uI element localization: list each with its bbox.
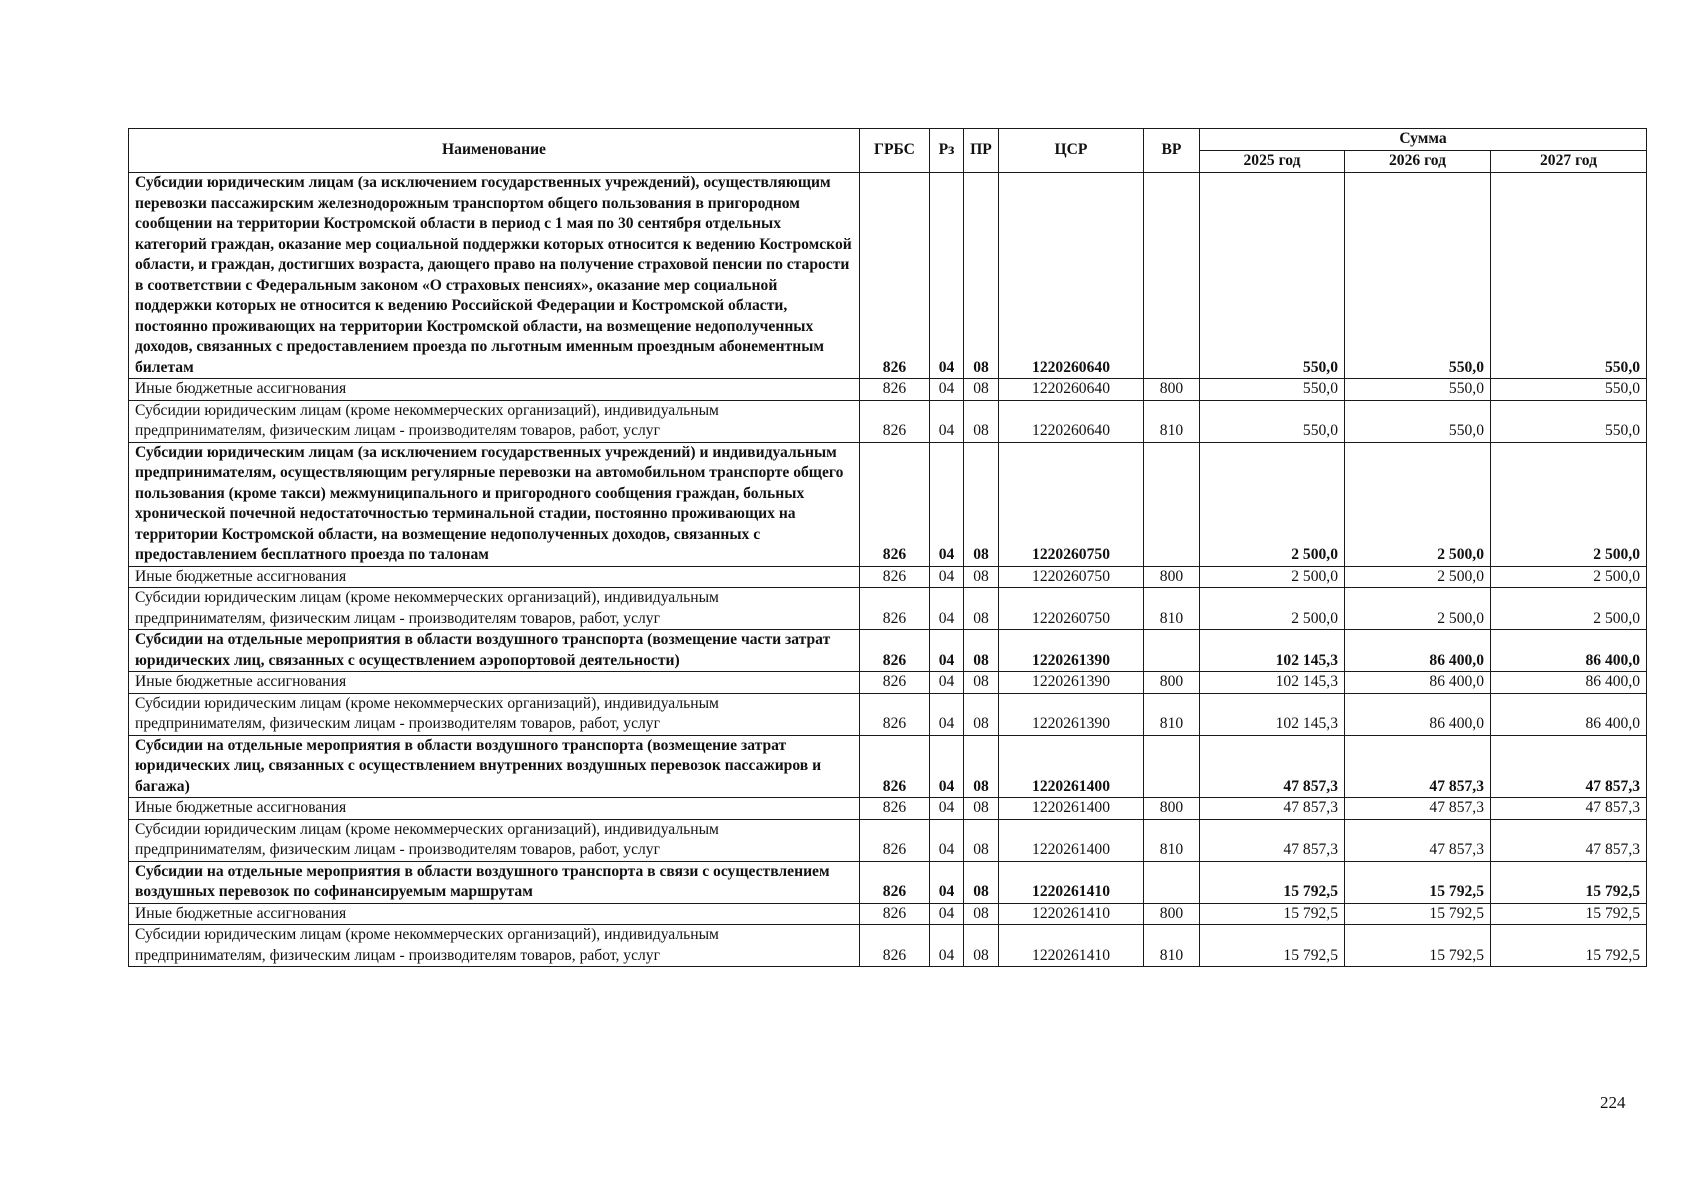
- page-number: 224: [1600, 1093, 1626, 1112]
- table-row: [129, 379, 1647, 401]
- row-2026: 47 857,3: [1345, 819, 1491, 861]
- row-csr: 1220260640: [999, 173, 1144, 379]
- row-2025: 15 792,5: [1200, 861, 1345, 903]
- row-2026: 15 792,5: [1345, 861, 1491, 903]
- row-pr: 08: [964, 819, 999, 861]
- row-vr: 800: [1144, 672, 1200, 694]
- row-2025: 15 792,5: [1200, 925, 1345, 967]
- header-vr: ВР: [1144, 129, 1200, 173]
- header-name: Наименование: [129, 129, 860, 173]
- row-name: Иные бюджетные ассигнования: [129, 672, 860, 694]
- table-row: [129, 442, 1647, 566]
- row-rz: 04: [930, 379, 964, 401]
- header-csr: ЦСР: [999, 129, 1144, 173]
- row-rz: 04: [930, 903, 964, 925]
- row-2025: 2 500,0: [1200, 588, 1345, 630]
- table-row: [129, 630, 1647, 672]
- row-rz: 04: [930, 798, 964, 820]
- row-csr: 1220260640: [999, 400, 1144, 442]
- row-rz: 04: [930, 442, 964, 566]
- row-vr: [1144, 735, 1200, 798]
- row-rz: 04: [930, 672, 964, 694]
- row-name: Субсидии юридическим лицам (за исключением государственных учреждений), осуществляющим перевозки пассажирским железнодорожным транспортом общего пользования в пригородном сообщении на территории Костромской области в период с 1 мая по 30 сентября отдельных категорий граждан, оказание мер социальной поддержки которых относится к ведению Костромской области, и граждан, достигших возраста, дающего право на получение страховой пенсии по старости в соответствии с Федеральным законом «О страховых пенсиях», оказание мер социальной поддержки которых не относится к ведению Российской Федерации и Костромской области, постоянно проживающих на территории Костромской области, на возмещение недополученных доходов, связанных с предоставлением проезда по льготным именным проездным абонементным билетам: [129, 173, 860, 379]
- row-2025: 550,0: [1200, 379, 1345, 401]
- row-csr: 1220261400: [999, 735, 1144, 798]
- row-2027: 2 500,0: [1491, 442, 1647, 566]
- row-2026: 2 500,0: [1345, 566, 1491, 588]
- row-csr: 1220261400: [999, 798, 1144, 820]
- row-2027: 47 857,3: [1491, 819, 1647, 861]
- row-grbs: 826: [860, 819, 930, 861]
- row-grbs: 826: [860, 630, 930, 672]
- row-2026: 86 400,0: [1345, 693, 1491, 735]
- row-rz: 04: [930, 925, 964, 967]
- row-pr: 08: [964, 442, 999, 566]
- row-2026: 47 857,3: [1345, 798, 1491, 820]
- row-vr: [1144, 173, 1200, 379]
- header-year-2026: 2026 год: [1345, 151, 1491, 173]
- row-csr: 1220261390: [999, 693, 1144, 735]
- table-row: [129, 798, 1647, 820]
- row-pr: 08: [964, 903, 999, 925]
- row-grbs: 826: [860, 735, 930, 798]
- row-rz: 04: [930, 819, 964, 861]
- budget-table: [128, 128, 1647, 967]
- row-2026: 550,0: [1345, 400, 1491, 442]
- row-pr: 08: [964, 566, 999, 588]
- row-vr: [1144, 630, 1200, 672]
- row-2027: 47 857,3: [1491, 798, 1647, 820]
- row-2027: 86 400,0: [1491, 693, 1647, 735]
- table-row: [129, 903, 1647, 925]
- row-name: Субсидии на отдельные мероприятия в области воздушного транспорта (возмещение части затрат юридических лиц, связанных с осуществлением аэропортовой деятельности): [129, 630, 860, 672]
- row-2025: 2 500,0: [1200, 566, 1345, 588]
- row-2025: 2 500,0: [1200, 442, 1345, 566]
- row-2026: 15 792,5: [1345, 903, 1491, 925]
- row-grbs: 826: [860, 173, 930, 379]
- row-grbs: 826: [860, 798, 930, 820]
- row-vr: [1144, 861, 1200, 903]
- row-name: Субсидии юридическим лицам (кроме некоммерческих организаций), индивидуальным предпринимателям, физическим лицам - производителям товаров, работ, услуг: [129, 925, 860, 967]
- row-vr: 800: [1144, 798, 1200, 820]
- row-2027: 2 500,0: [1491, 588, 1647, 630]
- row-name: Иные бюджетные ассигнования: [129, 903, 860, 925]
- row-2025: 102 145,3: [1200, 672, 1345, 694]
- row-name: Иные бюджетные ассигнования: [129, 379, 860, 401]
- row-2025: 102 145,3: [1200, 693, 1345, 735]
- row-name: Субсидии на отдельные мероприятия в области воздушного транспорта в связи с осуществлением воздушных перевозок по софинансируемым маршрутам: [129, 861, 860, 903]
- row-csr: 1220260640: [999, 379, 1144, 401]
- row-grbs: 826: [860, 861, 930, 903]
- row-grbs: 826: [860, 379, 930, 401]
- row-pr: 08: [964, 693, 999, 735]
- row-grbs: 826: [860, 672, 930, 694]
- row-2025: 550,0: [1200, 400, 1345, 442]
- header-rz: Рз: [930, 129, 964, 173]
- row-vr: 800: [1144, 903, 1200, 925]
- header-pr: ПР: [964, 129, 999, 173]
- row-2025: 15 792,5: [1200, 903, 1345, 925]
- row-2027: 550,0: [1491, 173, 1647, 379]
- table-row: [129, 566, 1647, 588]
- row-pr: 08: [964, 925, 999, 967]
- header-year-2027: 2027 год: [1491, 151, 1647, 173]
- row-rz: 04: [930, 693, 964, 735]
- row-2027: 86 400,0: [1491, 630, 1647, 672]
- row-name: Иные бюджетные ассигнования: [129, 566, 860, 588]
- row-rz: 04: [930, 588, 964, 630]
- row-pr: 08: [964, 798, 999, 820]
- row-name: Субсидии юридическим лицам (кроме некоммерческих организаций), индивидуальным предпринимателям, физическим лицам - производителям товаров, работ, услуг: [129, 693, 860, 735]
- row-2027: 2 500,0: [1491, 566, 1647, 588]
- row-name: Субсидии юридическим лицам (кроме некоммерческих организаций), индивидуальным предпринимателям, физическим лицам - производителям товаров, работ, услуг: [129, 400, 860, 442]
- row-name: Субсидии юридическим лицам (кроме некоммерческих организаций), индивидуальным предпринимателям, физическим лицам - производителям товаров, работ, услуг: [129, 819, 860, 861]
- row-rz: 04: [930, 400, 964, 442]
- row-2027: 47 857,3: [1491, 735, 1647, 798]
- row-2026: 2 500,0: [1345, 442, 1491, 566]
- budget-table-sheet: [128, 128, 1646, 967]
- header-row-top: [129, 129, 1647, 151]
- table-row: [129, 400, 1647, 442]
- row-csr: 1220261390: [999, 672, 1144, 694]
- row-rz: 04: [930, 566, 964, 588]
- row-2026: 15 792,5: [1345, 925, 1491, 967]
- row-csr: 1220261400: [999, 819, 1144, 861]
- row-csr: 1220260750: [999, 442, 1144, 566]
- row-csr: 1220261410: [999, 861, 1144, 903]
- row-pr: 08: [964, 861, 999, 903]
- row-2025: 47 857,3: [1200, 819, 1345, 861]
- row-csr: 1220260750: [999, 588, 1144, 630]
- row-vr: 810: [1144, 925, 1200, 967]
- row-grbs: 826: [860, 442, 930, 566]
- row-grbs: 826: [860, 400, 930, 442]
- row-csr: 1220261390: [999, 630, 1144, 672]
- row-vr: [1144, 442, 1200, 566]
- row-2026: 2 500,0: [1345, 588, 1491, 630]
- row-vr: 810: [1144, 693, 1200, 735]
- row-grbs: 826: [860, 693, 930, 735]
- row-grbs: 826: [860, 925, 930, 967]
- header-year-2025: 2025 год: [1200, 151, 1345, 173]
- row-grbs: 826: [860, 566, 930, 588]
- table-row: [129, 672, 1647, 694]
- row-rz: 04: [930, 735, 964, 798]
- row-grbs: 826: [860, 903, 930, 925]
- row-name: Субсидии юридическим лицам (за исключением государственных учреждений) и индивидуальным предпринимателям, осуществляющим регулярные перевозки на автомобильном транспорте общего пользования (кроме такси) межмуниципального и пригородного сообщения граждан, больных хронической почечной недостаточностью терминальной стадии, постоянно проживающих на территории Костромской области, на возмещение недополученных доходов, связанных с предоставлением бесплатного проезда по талонам: [129, 442, 860, 566]
- row-2027: 15 792,5: [1491, 903, 1647, 925]
- row-2025: 550,0: [1200, 173, 1345, 379]
- row-2025: 102 145,3: [1200, 630, 1345, 672]
- row-2025: 47 857,3: [1200, 735, 1345, 798]
- row-2026: 86 400,0: [1345, 630, 1491, 672]
- row-2026: 47 857,3: [1345, 735, 1491, 798]
- row-vr: 810: [1144, 819, 1200, 861]
- row-vr: 800: [1144, 566, 1200, 588]
- row-name: Субсидии юридическим лицам (кроме некоммерческих организаций), индивидуальным предпринимателям, физическим лицам - производителям товаров, работ, услуг: [129, 588, 860, 630]
- row-pr: 08: [964, 735, 999, 798]
- row-pr: 08: [964, 173, 999, 379]
- header-grbs: ГРБС: [860, 129, 930, 173]
- row-vr: 810: [1144, 588, 1200, 630]
- row-csr: 1220260750: [999, 566, 1144, 588]
- table-row: [129, 693, 1647, 735]
- table-row: [129, 735, 1647, 798]
- budget-table-body: [129, 173, 1647, 967]
- row-vr: 810: [1144, 400, 1200, 442]
- table-row: [129, 925, 1647, 967]
- row-2027: 15 792,5: [1491, 925, 1647, 967]
- row-2027: 550,0: [1491, 379, 1647, 401]
- header-sum: Сумма: [1200, 129, 1647, 151]
- row-csr: 1220261410: [999, 925, 1144, 967]
- row-2026: 550,0: [1345, 173, 1491, 379]
- row-name: Субсидии на отдельные мероприятия в области воздушного транспорта (возмещение затрат юридических лиц, связанных с осуществлением внутренних воздушных перевозок пассажиров и багажа): [129, 735, 860, 798]
- table-row: [129, 861, 1647, 903]
- row-grbs: 826: [860, 588, 930, 630]
- row-pr: 08: [964, 672, 999, 694]
- row-2026: 86 400,0: [1345, 672, 1491, 694]
- table-row: [129, 588, 1647, 630]
- row-pr: 08: [964, 588, 999, 630]
- row-pr: 08: [964, 400, 999, 442]
- row-2027: 86 400,0: [1491, 672, 1647, 694]
- row-rz: 04: [930, 173, 964, 379]
- table-row: [129, 819, 1647, 861]
- row-csr: 1220261410: [999, 903, 1144, 925]
- row-2027: 15 792,5: [1491, 861, 1647, 903]
- table-row: [129, 173, 1647, 379]
- row-2025: 47 857,3: [1200, 798, 1345, 820]
- row-vr: 800: [1144, 379, 1200, 401]
- row-pr: 08: [964, 630, 999, 672]
- row-2026: 550,0: [1345, 379, 1491, 401]
- row-name: Иные бюджетные ассигнования: [129, 798, 860, 820]
- row-2027: 550,0: [1491, 400, 1647, 442]
- row-pr: 08: [964, 379, 999, 401]
- row-rz: 04: [930, 630, 964, 672]
- row-rz: 04: [930, 861, 964, 903]
